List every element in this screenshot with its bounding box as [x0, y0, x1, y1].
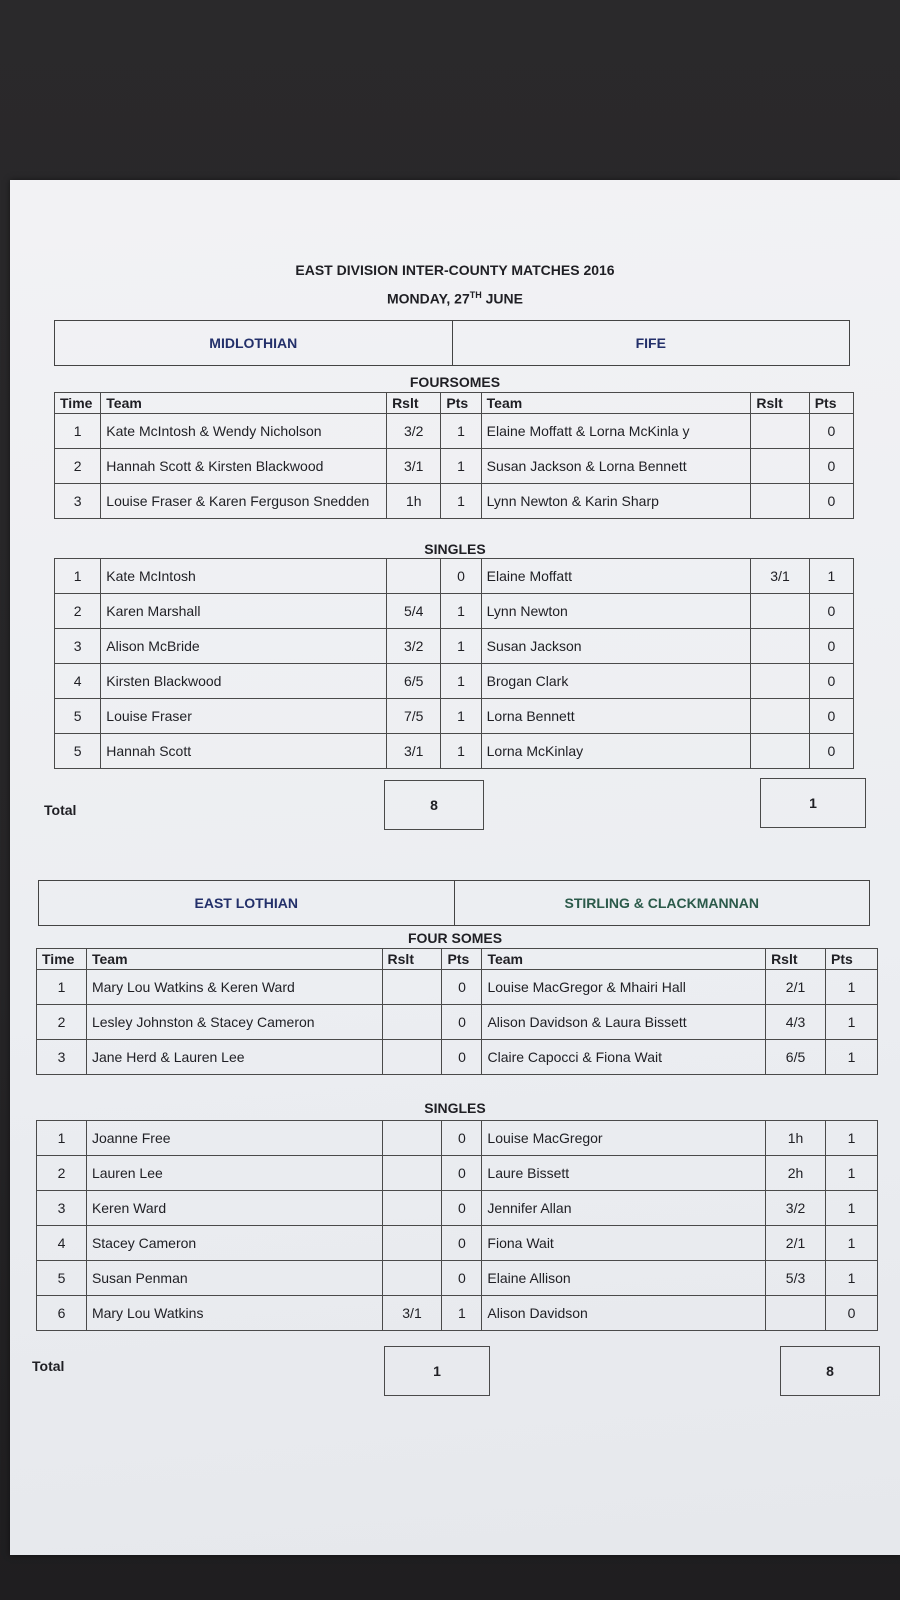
header-pts-left: Pts — [441, 393, 481, 414]
row-points-left: 0 — [442, 1121, 482, 1156]
row-result-left: 3/1 — [387, 734, 441, 769]
row-time: 2 — [55, 449, 101, 484]
row-time: 2 — [37, 1005, 87, 1040]
match1-foursomes-title: FOURSOMES — [409, 374, 501, 390]
row-points-left: 1 — [441, 449, 481, 484]
row-team-left: Lauren Lee — [86, 1156, 382, 1191]
match2-team-left: EAST LOTHIAN — [194, 895, 298, 911]
row-result-right — [751, 629, 809, 664]
row-points-left: 1 — [442, 1296, 482, 1331]
table-row — [55, 559, 854, 594]
row-result-left — [382, 1121, 442, 1156]
row-team-right: Elaine Moffatt & Lorna McKinla y — [481, 414, 751, 449]
row-points-left: 1 — [441, 484, 481, 519]
match2-header — [38, 880, 870, 926]
row-result-left — [382, 1156, 442, 1191]
match1-foursomes-table — [54, 392, 854, 519]
match1-total-left: 8 — [384, 780, 484, 830]
row-time: 1 — [55, 559, 101, 594]
row-time: 5 — [55, 734, 101, 769]
row-points-left: 0 — [442, 1156, 482, 1191]
row-result-right — [751, 734, 809, 769]
match2-team-right: STIRLING & CLACKMANNAN — [454, 881, 870, 925]
table-row — [55, 699, 854, 734]
table-row — [37, 1296, 878, 1331]
row-time: 1 — [37, 970, 87, 1005]
row-team-left: Louise Fraser & Karen Ferguson Snedden — [101, 484, 387, 519]
row-result-right: 1h — [766, 1121, 826, 1156]
match1-team-left: MIDLOTHIAN — [209, 335, 298, 351]
row-team-left: Mary Lou Watkins & Keren Ward — [86, 970, 382, 1005]
row-points-left: 0 — [442, 1191, 482, 1226]
row-result-left — [382, 1040, 442, 1075]
row-points-right: 1 — [826, 970, 878, 1005]
date-text: MONDAY, 27 — [387, 290, 470, 307]
row-team-left: Louise Fraser — [101, 699, 387, 734]
row-points-left: 1 — [441, 629, 481, 664]
row-result-right — [751, 414, 809, 449]
row-time: 2 — [55, 594, 101, 629]
row-time: 4 — [55, 664, 101, 699]
row-team-left: Joanne Free — [86, 1121, 382, 1156]
row-result-left: 3/2 — [387, 629, 441, 664]
row-team-left: Stacey Cameron — [86, 1226, 382, 1261]
row-time: 3 — [37, 1040, 87, 1075]
row-time: 5 — [55, 699, 101, 734]
row-points-left: 1 — [441, 664, 481, 699]
match2-foursomes-title: FOUR SOMES — [407, 930, 503, 946]
row-team-right: Louise MacGregor & Mhairi Hall — [482, 970, 766, 1005]
row-team-right: Lynn Newton & Karin Sharp — [481, 484, 751, 519]
row-team-left: Kirsten Blackwood — [101, 664, 387, 699]
row-points-right: 0 — [809, 629, 853, 664]
table-row — [55, 629, 854, 664]
header-team-left: Team — [101, 393, 387, 414]
row-result-left: 3/1 — [387, 449, 441, 484]
row-time: 6 — [37, 1296, 87, 1331]
row-result-left — [382, 1226, 442, 1261]
row-team-left: Kate McIntosh & Wendy Nicholson — [101, 414, 387, 449]
row-result-right: 2/1 — [766, 970, 826, 1005]
row-points-right: 0 — [809, 484, 853, 519]
row-team-right: Fiona Wait — [482, 1226, 766, 1261]
row-result-left: 1h — [387, 484, 441, 519]
row-team-left: Hannah Scott — [101, 734, 387, 769]
table-row — [55, 664, 854, 699]
table-row — [37, 1121, 878, 1156]
row-result-left: 7/5 — [387, 699, 441, 734]
row-team-right: Lorna McKinlay — [481, 734, 751, 769]
row-points-left: 1 — [441, 734, 481, 769]
table-row — [55, 734, 854, 769]
row-points-right: 0 — [809, 734, 853, 769]
row-team-right: Alison Davidson — [482, 1296, 766, 1331]
document-date — [10, 290, 900, 307]
row-result-left: 5/4 — [387, 594, 441, 629]
table-row — [55, 484, 854, 519]
row-points-right: 0 — [809, 699, 853, 734]
row-team-right: Louise MacGregor — [482, 1121, 766, 1156]
row-time: 3 — [37, 1191, 87, 1226]
row-points-right: 0 — [809, 664, 853, 699]
table-row — [55, 594, 854, 629]
row-points-left: 0 — [442, 1040, 482, 1075]
row-points-left: 1 — [441, 699, 481, 734]
row-points-right: 1 — [826, 1040, 878, 1075]
row-team-right: Susan Jackson & Lorna Bennett — [481, 449, 751, 484]
match2-singles-title: SINGLES — [424, 1100, 486, 1116]
row-points-right: 0 — [826, 1296, 878, 1331]
row-team-right: Laure Bissett — [482, 1156, 766, 1191]
match2-total-right: 8 — [780, 1346, 880, 1396]
row-points-right: 1 — [826, 1156, 878, 1191]
table-row — [37, 1040, 878, 1075]
row-points-right: 0 — [809, 449, 853, 484]
row-team-right: Lynn Newton — [481, 594, 751, 629]
row-time: 2 — [37, 1156, 87, 1191]
row-points-left: 1 — [441, 594, 481, 629]
row-points-right: 0 — [809, 414, 853, 449]
match2-foursomes-table — [36, 948, 878, 1075]
row-points-right: 1 — [826, 1261, 878, 1296]
row-time: 4 — [37, 1226, 87, 1261]
table-row — [55, 449, 854, 484]
row-result-right: 3/1 — [751, 559, 809, 594]
row-result-right: 6/5 — [766, 1040, 826, 1075]
row-team-right: Jennifer Allan — [482, 1191, 766, 1226]
row-result-right: 3/2 — [766, 1191, 826, 1226]
row-result-right — [766, 1296, 826, 1331]
row-result-left — [382, 970, 442, 1005]
header-rslt-right: Rslt — [766, 949, 826, 970]
match2-singles-table — [36, 1120, 878, 1331]
row-team-right: Brogan Clark — [481, 664, 751, 699]
match1-singles-title: SINGLES — [424, 541, 486, 557]
match1-singles-table — [54, 558, 854, 769]
row-result-left — [382, 1261, 442, 1296]
row-time: 3 — [55, 484, 101, 519]
row-result-right: 5/3 — [766, 1261, 826, 1296]
row-points-left: 0 — [442, 970, 482, 1005]
table-row — [55, 414, 854, 449]
header-team-left: Team — [86, 949, 382, 970]
table-row — [37, 970, 878, 1005]
match1-total-label: Total — [44, 802, 77, 818]
row-team-left: Hannah Scott & Kirsten Blackwood — [101, 449, 387, 484]
header-team-right: Team — [482, 949, 766, 970]
match1-team-right: FIFE — [452, 321, 850, 365]
row-team-left: Karen Marshall — [101, 594, 387, 629]
row-result-right: 4/3 — [766, 1005, 826, 1040]
match2-total-label: Total — [32, 1358, 65, 1374]
row-points-right: 0 — [809, 594, 853, 629]
header-team-right: Team — [481, 393, 751, 414]
match2-total-left: 1 — [384, 1346, 490, 1396]
row-result-left: 6/5 — [387, 664, 441, 699]
row-points-left: 1 — [441, 414, 481, 449]
row-result-right: 2/1 — [766, 1226, 826, 1261]
row-team-left: Keren Ward — [86, 1191, 382, 1226]
table-row — [37, 1191, 878, 1226]
row-points-left: 0 — [442, 1226, 482, 1261]
header-rslt-right: Rslt — [751, 393, 809, 414]
table-row — [37, 1226, 878, 1261]
date-suffix-sup: TH — [469, 290, 482, 300]
row-result-right — [751, 484, 809, 519]
row-points-left: 0 — [442, 1261, 482, 1296]
row-team-right: Claire Capocci & Fiona Wait — [482, 1040, 766, 1075]
header-rslt-left: Rslt — [387, 393, 441, 414]
row-time: 1 — [55, 414, 101, 449]
row-result-right: 2h — [766, 1156, 826, 1191]
row-points-right: 1 — [826, 1226, 878, 1261]
row-team-right: Elaine Moffatt — [481, 559, 751, 594]
row-team-left: Mary Lou Watkins — [86, 1296, 382, 1331]
table-row — [37, 1156, 878, 1191]
match1-total-right: 1 — [760, 778, 866, 828]
header-pts-left: Pts — [442, 949, 482, 970]
header-pts-right: Pts — [809, 393, 853, 414]
row-team-right: Lorna Bennett — [481, 699, 751, 734]
row-team-left: Susan Penman — [86, 1261, 382, 1296]
row-result-right — [751, 594, 809, 629]
row-result-left: 3/2 — [387, 414, 441, 449]
row-result-right — [751, 699, 809, 734]
header-time: Time — [37, 949, 87, 970]
row-team-right: Elaine Allison — [482, 1261, 766, 1296]
document-title: EAST DIVISION INTER-COUNTY MATCHES 2016 — [295, 262, 615, 278]
table-row — [37, 1005, 878, 1040]
row-team-left: Jane Herd & Lauren Lee — [86, 1040, 382, 1075]
row-result-left: 3/1 — [382, 1296, 442, 1331]
header-rslt-left: Rslt — [382, 949, 442, 970]
table-header-row — [37, 949, 878, 970]
header-pts-right: Pts — [826, 949, 878, 970]
table-header-row — [55, 393, 854, 414]
header-time: Time — [55, 393, 101, 414]
row-points-left: 0 — [442, 1005, 482, 1040]
row-team-left: Lesley Johnston & Stacey Cameron — [86, 1005, 382, 1040]
row-points-right: 1 — [826, 1121, 878, 1156]
row-time: 5 — [37, 1261, 87, 1296]
table-row — [37, 1261, 878, 1296]
row-result-right — [751, 664, 809, 699]
row-time: 1 — [37, 1121, 87, 1156]
row-team-right: Susan Jackson — [481, 629, 751, 664]
row-points-right: 1 — [826, 1191, 878, 1226]
row-points-left: 0 — [441, 559, 481, 594]
score-sheet — [10, 180, 900, 1555]
row-points-right: 1 — [826, 1005, 878, 1040]
row-result-left — [387, 559, 441, 594]
row-result-left — [382, 1191, 442, 1226]
match1-header — [54, 320, 850, 366]
row-team-left: Alison McBride — [101, 629, 387, 664]
row-time: 3 — [55, 629, 101, 664]
row-result-right — [751, 449, 809, 484]
date-month: JUNE — [481, 290, 523, 307]
row-team-left: Kate McIntosh — [101, 559, 387, 594]
row-team-right: Alison Davidson & Laura Bissett — [482, 1005, 766, 1040]
row-result-left — [382, 1005, 442, 1040]
row-points-right: 1 — [809, 559, 853, 594]
